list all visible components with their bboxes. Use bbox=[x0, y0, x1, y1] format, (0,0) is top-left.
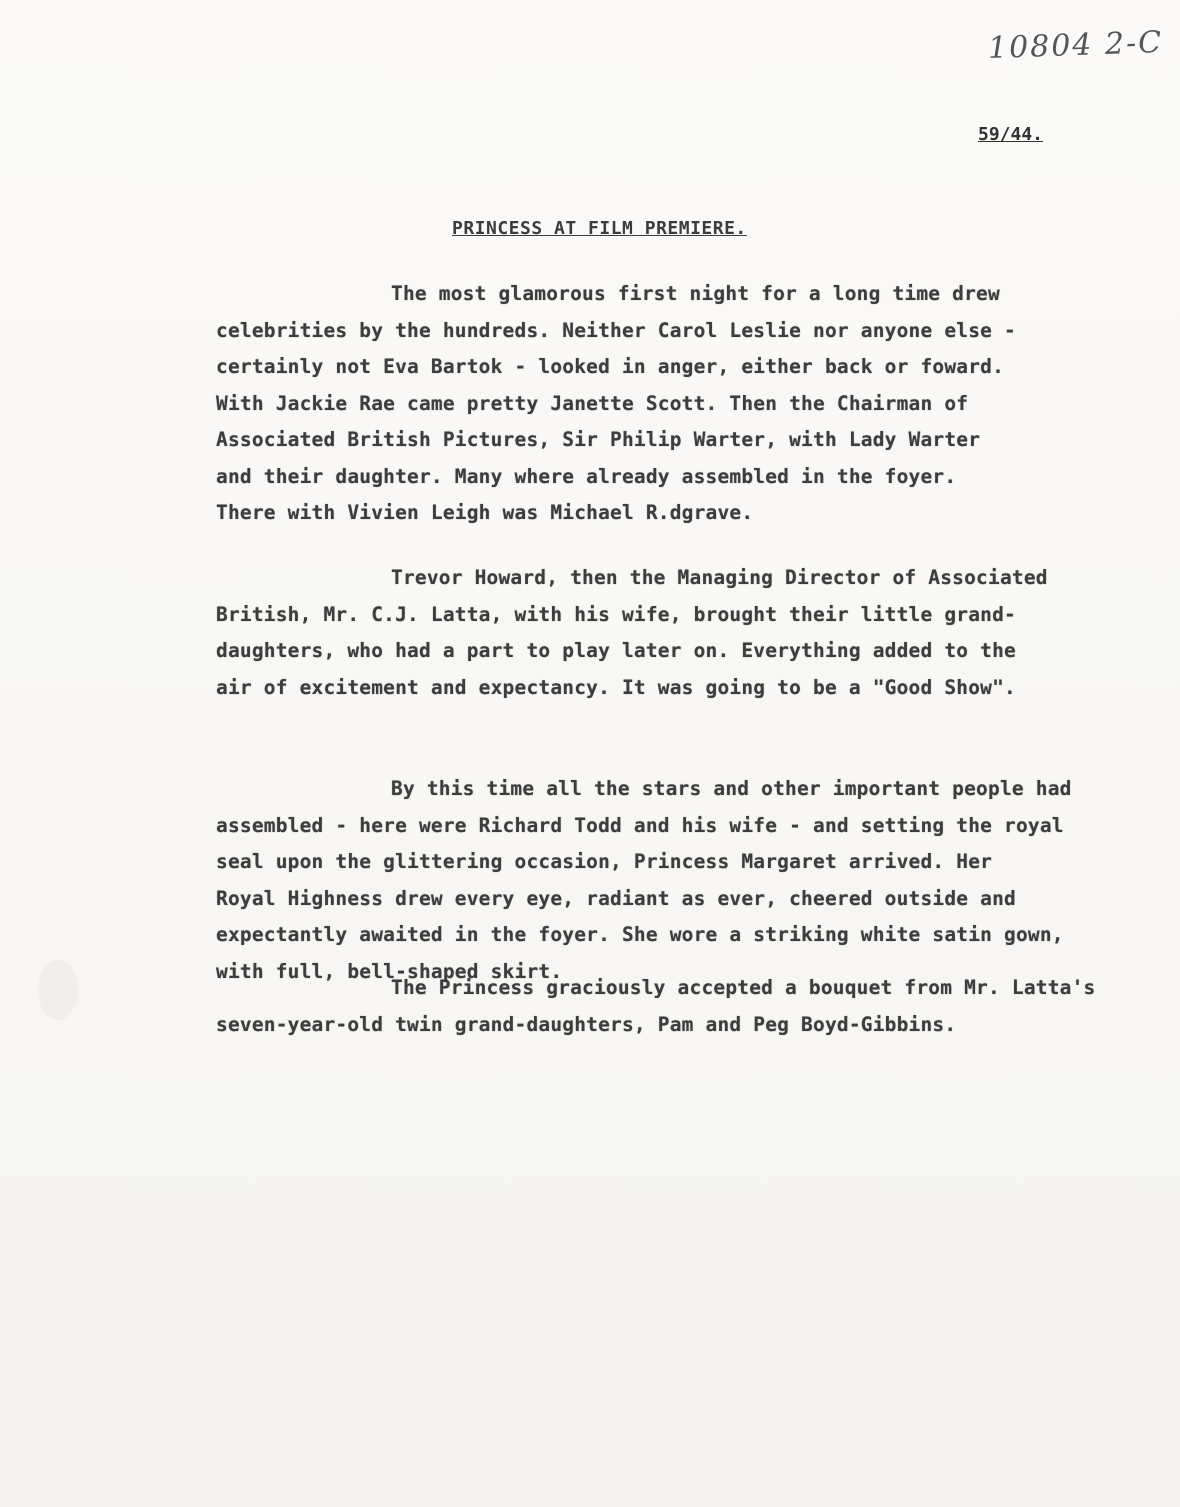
paragraph-line: seven-year-old twin grand-daughters, Pam and Peg Boyd-Gibbins. bbox=[216, 1012, 957, 1036]
paragraph-line: With Jackie Rae came pretty Janette Scott. Then the Chairman of bbox=[216, 391, 969, 415]
paragraph-line: and their daughter. Many where already assembled in the foyer. bbox=[216, 464, 957, 488]
paragraph-4 bbox=[216, 970, 1116, 1043]
paragraph-line: Royal Highness drew every eye, radiant as ever, cheered outside and bbox=[216, 886, 1016, 910]
paragraph-line: The Princess graciously accepted a bouquet from Mr. Latta's bbox=[391, 976, 1096, 999]
paragraph-line: seal upon the glittering occasion, Princess Margaret arrived. Her bbox=[216, 850, 993, 873]
paragraph-line: expectantly awaited in the foyer. She wore a striking white satin gown, bbox=[216, 923, 1064, 946]
handwritten-reference: 10804 2-C bbox=[987, 24, 1164, 67]
paragraph-line: Trevor Howard, then the Managing Director of Associated bbox=[391, 566, 1048, 589]
paragraph-line: daughters, who had a part to play later on. Everything added to the bbox=[216, 639, 1016, 662]
paragraph-line: celebrities by the hundreds. Neither Carol Leslie nor anyone else - bbox=[216, 318, 1016, 342]
paragraph-line: By this time all the stars and other important people had bbox=[391, 777, 1072, 800]
paragraph-2 bbox=[216, 560, 1116, 706]
paragraph-line: Associated British Pictures, Sir Philip Warter, with Lady Warter bbox=[216, 428, 981, 451]
paragraph-line: The most glamorous first night for a long time drew bbox=[391, 282, 1000, 305]
paragraph-line: with full, bell-shaped skirt. bbox=[216, 959, 563, 983]
paragraph-1 bbox=[216, 276, 1116, 532]
document-title: PRINCESS AT FILM PREMIERE. bbox=[452, 218, 747, 239]
punch-hole-mark bbox=[38, 960, 78, 1020]
paragraph-line: There with Vivien Leigh was Michael R.dgrave. bbox=[216, 501, 754, 524]
page-number: 59/44. bbox=[978, 124, 1044, 145]
paragraph-3 bbox=[216, 771, 1116, 990]
paragraph-line: air of excitement and expectancy. It was going to be a "Good Show". bbox=[216, 675, 1016, 699]
paragraph-line: British, Mr. C.J. Latta, with his wife, brought their little grand- bbox=[216, 602, 1016, 626]
paragraph-line: certainly not Eva Bartok - looked in anger, either back or foward. bbox=[216, 355, 1005, 378]
paragraph-line: assembled - here were Richard Todd and his wife - and setting the royal bbox=[216, 813, 1064, 837]
